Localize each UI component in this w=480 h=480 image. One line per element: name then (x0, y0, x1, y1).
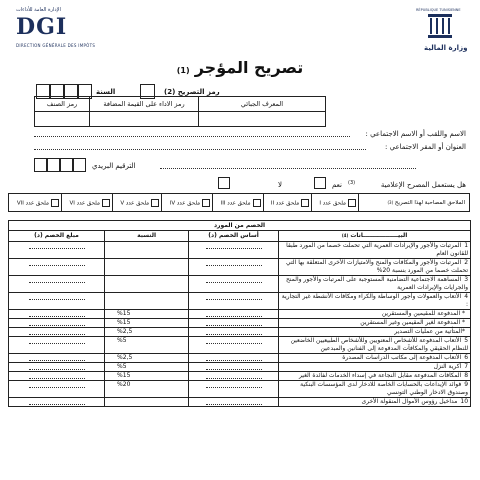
withholding-table (8, 220, 471, 407)
row-rate (105, 276, 189, 293)
row-text: المرتبات والأجور والمكافآت والمنح والامتيازات الأخرى المتعلقة بها التي تحملت خصما من المورد بنسبة 20% (286, 259, 469, 274)
annex-3-checkbox[interactable] (253, 199, 261, 207)
ministry-logo (412, 6, 468, 58)
table-row (9, 328, 471, 337)
row-base-field[interactable] (189, 372, 279, 381)
row-amount-field[interactable] (9, 354, 105, 363)
row-text: * المدفوعة للمقيمين والمستقرين (381, 310, 466, 317)
annex-1-checkbox[interactable] (348, 199, 356, 207)
row-rate: %20 (105, 381, 189, 398)
name-line[interactable] (34, 136, 350, 137)
annexes-label: الملاحق المصاحبة لهذا التصريح (3) (359, 194, 470, 212)
software-yes-label: نعم (332, 181, 342, 189)
row-rate: %5 (105, 363, 189, 372)
table-row (9, 398, 471, 407)
row-text: المرتبات والأجور والإيرادات العمرية التي تحملت خصما من المورد طبقا للقانون العام (286, 242, 469, 257)
year-label: السنة (96, 88, 116, 96)
row-base-field[interactable] (189, 293, 279, 310)
row-description (279, 259, 471, 276)
software-question: هل يستعمل المصرح الإعلامية (380, 181, 466, 189)
row-text: الأتعاب المدفوعة إلى مكاتب الدراسات المصدرة (342, 354, 462, 361)
postal-box-4[interactable] (73, 158, 86, 172)
address-line[interactable] (34, 149, 366, 150)
row-base-field[interactable] (189, 310, 279, 319)
row-text: الأتعاب والعمولات وأجور الوساطة والكراء ومكافآت الأنشطة غير التجارية : (281, 293, 469, 308)
fiscal-id-label: المعرف الجبائي (199, 97, 326, 112)
row-rate (105, 293, 189, 310)
row-description (279, 319, 471, 328)
dgi-logo (14, 6, 94, 50)
software-no-label: لا (278, 181, 282, 189)
row-amount-field[interactable] (9, 259, 105, 276)
row-base-field[interactable] (189, 337, 279, 354)
row-base-field[interactable] (189, 328, 279, 337)
row-number: 5 (464, 337, 469, 344)
table-row (9, 337, 471, 354)
row-base-field[interactable] (189, 259, 279, 276)
row-rate (105, 398, 189, 407)
row-amount-field[interactable] (9, 372, 105, 381)
row-rate: %15 (105, 372, 189, 381)
name-label: الاسم واللقب أو الاسم الاجتماعي : (365, 130, 466, 138)
row-base-field[interactable] (189, 363, 279, 372)
address-label: العنوان أو المقر الاجتماعي : (385, 143, 466, 151)
row-rate: %5 (105, 337, 189, 354)
row-base-field[interactable] (189, 398, 279, 407)
row-text: المكافآت المدفوعة مقابل النجاعة في إسداء الخدمات لفائدة الغير (298, 372, 462, 379)
row-number: 6 (464, 354, 469, 361)
col-amount: مبلغ الخصم (د) (9, 231, 105, 242)
annex-4[interactable]: ملحق عدد IV (162, 194, 213, 212)
table-caption: الخصم من المورد (9, 221, 471, 231)
category-field[interactable] (35, 112, 90, 127)
row-rate (105, 242, 189, 259)
row-description (279, 381, 471, 398)
row-description (279, 242, 471, 259)
row-rate: %2,5 (105, 354, 189, 363)
row-description (279, 293, 471, 310)
row-amount-field[interactable] (9, 328, 105, 337)
postal-box-3[interactable] (60, 158, 73, 172)
row-base-field[interactable] (189, 242, 279, 259)
postal-label: الترقيم البريدي (92, 162, 136, 170)
row-text: *المتأتية من عمليات التصدير (394, 328, 466, 335)
vat-code-field[interactable] (90, 112, 199, 127)
table-row (9, 259, 471, 276)
annex-5[interactable]: ملحق عدد V (112, 194, 161, 212)
annexes-table (8, 193, 470, 212)
row-text: أكرية النزل (433, 363, 462, 370)
row-description (279, 276, 471, 293)
row-amount-field[interactable] (9, 337, 105, 354)
annex-2-checkbox[interactable] (301, 199, 309, 207)
row-text: فوائد الإيداعات بالحسابات الخاصة للادخار لدى المؤسسات البنكية وصندوق الادخار الوطني التونسي (300, 381, 469, 396)
form-title: تصريح المؤجر (1) (176, 58, 304, 77)
row-amount-field[interactable] (9, 242, 105, 259)
row-amount-field[interactable] (9, 276, 105, 293)
ministry-caption-ar: وزارة المالية (424, 44, 468, 52)
table-row (9, 293, 471, 310)
row-amount-field[interactable] (9, 310, 105, 319)
row-amount-field[interactable] (9, 363, 105, 372)
col-base: أساس الخصم (د) (189, 231, 279, 242)
vat-code-label: رمز الاداء على القيمة المضافة (90, 97, 199, 112)
row-base-field[interactable] (189, 276, 279, 293)
fiscal-id-field[interactable] (199, 112, 326, 127)
table-row (9, 310, 471, 319)
table-row (9, 276, 471, 293)
table-row (9, 363, 471, 372)
row-description (279, 337, 471, 354)
table-row (9, 319, 471, 328)
dgi-arabic-caption: الإدارة العامة للأداءات (16, 7, 61, 13)
row-text: * المدفوعة لغير المقيمين وغير المستقرين (360, 319, 466, 326)
row-number: 2 (464, 259, 469, 266)
annex-7[interactable]: ملحق عدد VII (9, 194, 62, 212)
annex-6[interactable]: ملحق عدد VI (61, 194, 112, 212)
row-rate (105, 259, 189, 276)
software-no-checkbox[interactable] (218, 177, 230, 189)
row-number: 7 (464, 363, 469, 370)
row-number: 4 (464, 293, 469, 300)
row-description (279, 363, 471, 372)
row-amount-field[interactable] (9, 319, 105, 328)
row-description (279, 372, 471, 381)
row-description (279, 398, 471, 407)
fiscal-codes-table (34, 96, 326, 127)
software-ref: (3) (348, 180, 356, 186)
postal-box-1[interactable] (34, 158, 47, 172)
ministry-caption-top: RÉPUBLIQUE TUNISIENNE (416, 8, 461, 12)
table-row (9, 372, 471, 381)
table-row (9, 354, 471, 363)
col-description: البيـــــــــــــــــانات (4) (279, 231, 471, 242)
annex-4-checkbox[interactable] (202, 199, 210, 207)
table-row (9, 381, 471, 398)
row-base-field[interactable] (189, 354, 279, 363)
row-number: 8 (464, 372, 469, 379)
row-base-field[interactable] (189, 381, 279, 398)
row-rate: %2,5 (105, 328, 189, 337)
category-label: رمز الصنف (35, 97, 90, 112)
annex-1[interactable]: ملحق عدد I (312, 194, 359, 212)
row-text: المساهمة الاجتماعية التضامنية المستوجبة على المرتبات والأجور والمنح والجرايات والإيرادات العمرية (285, 276, 469, 291)
software-yes-checkbox[interactable] (314, 177, 326, 189)
row-rate: %15 (105, 319, 189, 328)
table-row (9, 242, 471, 259)
row-text: مداخيل رؤوس الأموال المنقولة الأخرى (361, 398, 458, 405)
dgi-wordmark: DGI (16, 14, 68, 40)
row-amount-field[interactable] (9, 398, 105, 407)
annex-6-checkbox[interactable] (102, 199, 110, 207)
columns-emblem-icon (426, 12, 454, 40)
row-text: الأتعاب المدفوعة للأشخاص المعنويين وللأشخاص الطبيعيين الخاضعين للنظام الحقيقي والمكافآت المدفوعة إلى الفنانين والمبدعين (290, 337, 469, 352)
row-description (279, 328, 471, 337)
dgi-subtitle: DIRECTION GÉNÉRALE DES IMPÔTS (16, 43, 96, 48)
col-rate: النسبة (105, 231, 189, 242)
declaration-code-label: رمز التصريح (2) (164, 88, 220, 96)
row-description (279, 310, 471, 319)
annex-7-checkbox[interactable] (51, 199, 59, 207)
address-line-2[interactable] (160, 168, 416, 169)
annex-2[interactable]: ملحق عدد II (263, 194, 312, 212)
row-number: 10 (460, 398, 469, 405)
row-base-field[interactable] (189, 319, 279, 328)
row-number: 3 (464, 276, 469, 283)
annex-5-checkbox[interactable] (151, 199, 159, 207)
annex-3[interactable]: ملحق عدد III (213, 194, 263, 212)
row-number: 9 (464, 381, 469, 388)
row-number: 1 (464, 242, 469, 249)
postal-box-2[interactable] (47, 158, 60, 172)
row-amount-field[interactable] (9, 293, 105, 310)
row-description (279, 354, 471, 363)
row-rate: %15 (105, 310, 189, 319)
row-amount-field[interactable] (9, 381, 105, 398)
